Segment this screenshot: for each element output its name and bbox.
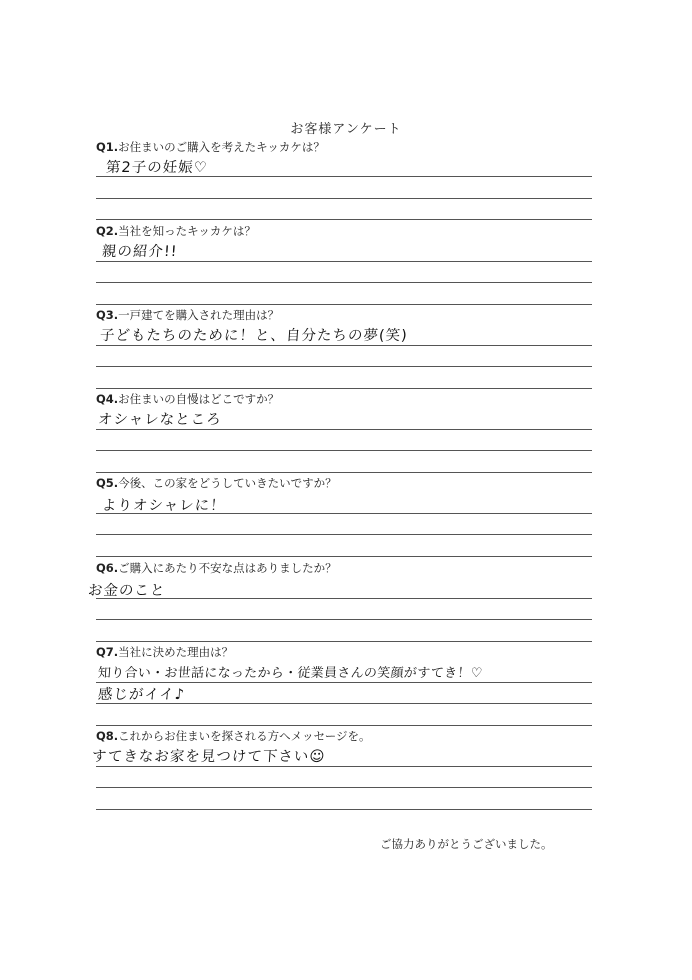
answer-line <box>96 725 592 726</box>
question-8-label <box>96 729 592 743</box>
answer-line <box>96 304 592 305</box>
question-7-label <box>96 645 592 659</box>
answer-line <box>96 534 592 535</box>
answer-line <box>96 472 592 473</box>
question-2-text: 当社を知ったキッカケは？ <box>118 224 256 238</box>
answer-line <box>96 787 592 788</box>
answer-2: 親の紹介!! <box>101 244 179 260</box>
question-7-text: 当社に決めた理由は？ <box>118 645 234 659</box>
question-2-label <box>96 224 592 238</box>
question-block-6 <box>87 561 592 599</box>
question-block-1 <box>96 140 592 176</box>
answer-1: 第2子の妊娠♡ <box>105 160 209 176</box>
question-8-text: これからお住まいを探される方へメッセージを。 <box>118 729 371 743</box>
question-5-label <box>96 476 592 490</box>
answer-line <box>96 513 592 514</box>
answer-line <box>96 766 592 767</box>
answer-line <box>96 556 592 557</box>
question-8-number: Q8. <box>96 729 119 743</box>
answer-8: すてきなお家を見つけて下さい☺ <box>91 749 327 765</box>
answer-line <box>96 282 592 283</box>
answer-line <box>96 219 592 220</box>
answer-line <box>96 176 592 177</box>
answer-line <box>96 388 592 389</box>
question-4-label <box>96 392 592 406</box>
question-4-text: お住まいの自慢はどこですか？ <box>118 392 280 406</box>
question-5-number: Q5. <box>96 476 119 490</box>
answer-4: オシャレなところ <box>97 412 223 428</box>
question-4-number: Q4. <box>96 392 119 406</box>
question-7-number: Q7. <box>96 645 119 659</box>
question-6-text: ご購入にあたり不安な点はありましたか？ <box>118 561 337 575</box>
question-3-number: Q3. <box>96 308 119 322</box>
question-block-3 <box>96 308 592 344</box>
answer-line <box>96 641 592 642</box>
answer-3: 子どもたちのために！と、自分たちの夢(笑) <box>99 328 409 344</box>
survey-title: お客様アンケート <box>290 122 402 137</box>
answer-line <box>96 198 592 199</box>
answer-line <box>96 345 592 346</box>
question-block-2 <box>96 224 592 260</box>
answer-line <box>96 450 592 451</box>
answer-line <box>96 619 592 620</box>
question-block-8 <box>91 729 592 765</box>
answer-7: 知り合い・お世話になったから・従業員さんの笑顔がすてき！♡ <box>97 666 484 681</box>
question-1-label <box>96 140 592 154</box>
question-3-label <box>96 308 592 322</box>
question-block-5 <box>96 476 592 514</box>
question-5-text: 今後、この家をどうしていきたいですか？ <box>118 476 337 490</box>
question-block-4 <box>96 392 592 428</box>
answer-7-line-2: 感じがイイ♪ <box>97 687 186 703</box>
answer-line <box>96 261 592 262</box>
question-1-text: お住まいのご購入を考えたキッカケは？ <box>118 140 325 154</box>
answer-line <box>96 703 592 704</box>
answer-6: お金のこと <box>87 583 166 599</box>
question-6-number: Q6. <box>96 561 119 575</box>
answer-5: よりオシャレに！ <box>101 498 227 514</box>
answer-line <box>96 429 592 430</box>
question-3-text: 一戸建てを購入された理由は？ <box>118 308 280 322</box>
question-1-number: Q1. <box>96 140 119 154</box>
answer-line <box>96 598 592 599</box>
question-block-7 <box>96 645 592 703</box>
question-2-number: Q2. <box>96 224 119 238</box>
question-6-label <box>96 561 592 575</box>
answer-line <box>96 809 592 810</box>
thank-you-note: ご協力ありがとうございました。 <box>380 837 553 851</box>
answer-line <box>96 366 592 367</box>
